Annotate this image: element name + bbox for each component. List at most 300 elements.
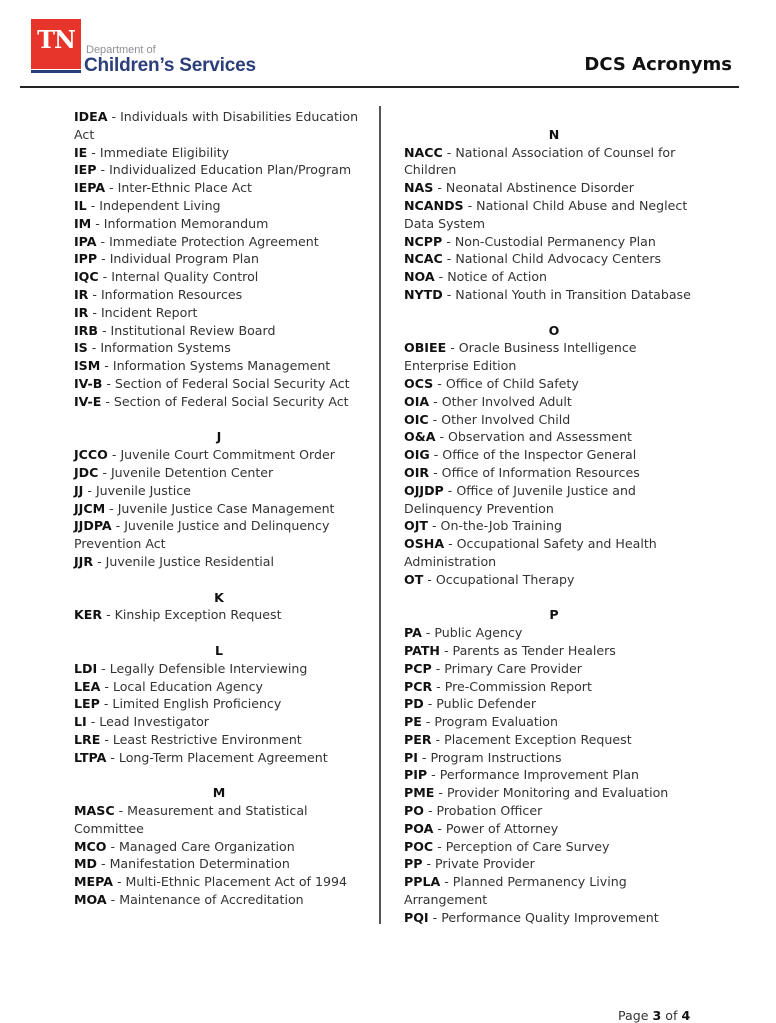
acronym: JJ	[74, 482, 84, 498]
acronym-entry	[74, 482, 364, 500]
separator: -	[98, 464, 111, 480]
acronym-entry	[404, 749, 704, 767]
letter-heading: K	[214, 589, 224, 605]
separator: -	[442, 286, 456, 302]
definition: Juvenile Court Commitment Order	[120, 447, 335, 463]
separator: -	[433, 375, 446, 391]
acronym-entry	[74, 161, 364, 179]
logo-underline	[31, 70, 81, 73]
column-divider	[379, 106, 381, 924]
logo-agency-name: Children’s Services	[84, 55, 256, 76]
acronym-entry	[74, 357, 364, 375]
definition: Internal Quality Control	[111, 269, 259, 285]
acronym: OCS	[404, 375, 434, 391]
definition: Pre-Commission Report	[444, 678, 592, 694]
acronym: IE	[74, 144, 88, 160]
acronym-entry	[74, 446, 364, 464]
acronym: JJR	[74, 553, 94, 569]
acronym: PI	[404, 749, 418, 765]
separator: -	[97, 322, 111, 338]
definition: Information Systems	[100, 340, 231, 356]
definition: Immediate Eligibility	[99, 144, 230, 160]
definition: National Youth in Transition Database	[455, 286, 691, 302]
acronym-entry	[404, 428, 704, 446]
separator: -	[423, 571, 436, 587]
acronym: OIC	[404, 411, 429, 427]
acronym: PPLA	[404, 874, 441, 890]
acronym-entry	[404, 446, 704, 464]
right-column	[404, 108, 704, 927]
separator: -	[429, 464, 442, 480]
acronym: PA	[404, 625, 422, 641]
acronym-entry	[404, 731, 704, 749]
acronym: PP	[404, 856, 423, 872]
letter-section	[74, 428, 364, 570]
page-word: Page	[618, 1008, 649, 1023]
acronym-entry	[74, 838, 364, 856]
separator: -	[434, 785, 447, 801]
acronym: ISM	[74, 358, 101, 374]
definition: Information Systems Management	[112, 358, 331, 374]
acronym-entry	[74, 713, 364, 731]
definition: Institutional Review Board	[110, 322, 276, 338]
acronym-entry	[74, 215, 364, 233]
acronym: JJCM	[74, 500, 106, 516]
separator: -	[463, 197, 477, 213]
separator: -	[97, 660, 110, 676]
acronym-entry	[404, 144, 704, 180]
acronym: JCCO	[74, 447, 108, 463]
document-title: DCS Acronyms	[584, 54, 732, 75]
definition: Public Defender	[436, 696, 537, 712]
letter-section	[404, 606, 704, 926]
acronym: PER	[404, 731, 432, 747]
acronym-entry	[74, 695, 364, 713]
definition: Performance Improvement Plan	[439, 767, 640, 783]
separator: -	[105, 180, 118, 196]
letter-heading: O	[548, 322, 560, 338]
letter-heading: L	[214, 642, 224, 658]
separator: -	[429, 393, 442, 409]
acronym-entry	[404, 713, 704, 731]
total-pages: 4	[681, 1008, 691, 1023]
acronym: IPP	[74, 251, 98, 267]
separator: -	[111, 518, 125, 534]
definition: National Child Abuse and Neglect Data System	[404, 197, 688, 231]
acronym: IS	[74, 340, 88, 356]
acronym-entry	[74, 375, 364, 393]
separator: -	[112, 874, 126, 890]
separator: -	[93, 553, 106, 569]
acronym-entry	[74, 250, 364, 268]
definition: Kinship Exception Request	[114, 607, 282, 623]
separator: -	[444, 536, 457, 552]
definition: Local Education Agency	[112, 678, 263, 694]
acronym: LRE	[74, 731, 101, 747]
acronym-entry	[404, 660, 704, 678]
definition: Notice of Action	[447, 269, 548, 285]
definition: Neonatal Abstinence Disorder	[445, 180, 634, 196]
separator: -	[107, 109, 121, 124]
acronym-entry	[404, 179, 704, 197]
acronym-entry	[74, 286, 364, 304]
definition: Information Memorandum	[103, 215, 269, 231]
definition: Occupational Therapy	[435, 571, 575, 587]
separator: -	[440, 874, 453, 890]
separator: -	[427, 767, 440, 783]
definition: Individuals with Disabilities Education Act	[74, 109, 359, 142]
definition: Juvenile Justice Case Management	[117, 500, 335, 516]
definition: Other Involved Adult	[441, 393, 572, 409]
acronym-entry	[74, 339, 364, 357]
acronym-entry	[404, 464, 704, 482]
definition: Juvenile Justice and Delinquency Prevention Act	[74, 518, 330, 552]
acronym: IPA	[74, 233, 97, 249]
acronym: PQI	[404, 909, 429, 925]
separator: -	[423, 803, 437, 819]
definition: Primary Care Provider	[444, 660, 582, 676]
acronym-entry	[404, 802, 704, 820]
definition: Independent Living	[99, 197, 221, 213]
letter-heading: N	[548, 126, 560, 142]
acronym: IEPA	[74, 180, 106, 196]
separator: -	[429, 447, 443, 463]
acronym: OT	[404, 571, 424, 587]
letter-section	[404, 126, 704, 304]
acronym: NCAC	[404, 251, 443, 267]
acronym: IDEA	[74, 109, 108, 124]
separator: -	[106, 749, 119, 765]
definition: Section of Federal Social Security Act	[114, 375, 350, 391]
separator: -	[106, 892, 120, 908]
definition: Non-Custodial Permanency Plan	[454, 233, 656, 249]
header-divider	[20, 86, 739, 88]
letter-section	[74, 108, 364, 411]
separator: -	[83, 482, 96, 498]
separator: -	[439, 642, 453, 658]
acronym-entry	[404, 784, 704, 802]
definition: Performance Quality Improvement	[441, 909, 659, 925]
acronym-entry	[404, 197, 704, 233]
acronym: OJT	[404, 518, 428, 534]
definition: Individualized Education Plan/Program	[109, 162, 352, 178]
acronym-entry	[74, 802, 364, 838]
acronym: LEP	[74, 696, 100, 712]
separator: -	[431, 660, 445, 676]
acronym: OBIEE	[404, 340, 447, 356]
letter-section	[74, 589, 364, 625]
definition: Office of Child Safety	[445, 375, 579, 391]
separator: -	[428, 411, 442, 427]
acronym: IL	[74, 197, 87, 213]
acronym-entry	[404, 695, 704, 713]
acronym-entry	[74, 144, 364, 162]
definition: Incident Report	[100, 304, 198, 320]
separator: -	[87, 340, 101, 356]
separator: -	[417, 749, 431, 765]
separator: -	[105, 500, 118, 516]
separator: -	[107, 447, 121, 463]
separator: -	[86, 197, 100, 213]
acronym: LEA	[74, 678, 101, 694]
separator: -	[443, 482, 457, 498]
acronym-entry	[404, 233, 704, 251]
separator: -	[100, 678, 113, 694]
letter-section	[404, 322, 704, 589]
definition: Oracle Business Intelligence Enterprise Edition	[404, 340, 637, 374]
acronym-entry	[74, 891, 364, 909]
definition: Planned Permanency Living Arrangement	[404, 874, 627, 908]
acronym-entry	[74, 553, 364, 571]
separator: -	[421, 714, 435, 730]
definition: Information Resources	[100, 286, 243, 302]
definition: Managed Care Organization	[119, 838, 295, 854]
definition: Juvenile Justice	[95, 482, 191, 498]
definition: Immediate Protection Agreement	[109, 233, 319, 249]
definition: Individual Program Plan	[109, 251, 259, 267]
tn-logo-mark	[31, 19, 81, 69]
separator: -	[442, 233, 455, 249]
definition: Measurement and Statistical Committee	[74, 803, 308, 836]
definition: Legally Defensible Interviewing	[109, 660, 308, 676]
acronym: NOA	[404, 269, 435, 285]
separator: -	[421, 625, 435, 641]
definition: On-the-Job Training	[440, 518, 563, 534]
definition: Program Evaluation	[434, 714, 558, 730]
definition: Juvenile Detention Center	[110, 464, 274, 480]
separator: -	[86, 714, 100, 730]
acronym: OIG	[404, 447, 430, 463]
acronym-entry	[404, 517, 704, 535]
acronym-entry	[404, 873, 704, 909]
separator: -	[102, 607, 115, 623]
definition: Observation and Assessment	[448, 429, 632, 445]
acronym: PIP	[404, 767, 428, 783]
separator: -	[97, 856, 110, 872]
acronym: IV-E	[74, 393, 102, 409]
definition: Inter-Ethnic Place Act	[117, 180, 252, 196]
acronym: IM	[74, 215, 92, 231]
acronym: OJJDP	[404, 482, 444, 498]
acronym-entry	[404, 339, 704, 375]
definition: Program Instructions	[430, 749, 562, 765]
acronym: IR	[74, 304, 89, 320]
of-word: of	[665, 1008, 678, 1023]
definition: Office of the Inspector General	[442, 447, 637, 463]
letter-heading: P	[549, 607, 559, 623]
acronym: LTPA	[74, 749, 107, 765]
acronym: MEPA	[74, 874, 113, 890]
separator: -	[442, 251, 456, 267]
separator: -	[88, 286, 101, 302]
acronym-entry	[74, 749, 364, 767]
separator: -	[87, 144, 100, 160]
separator: -	[422, 856, 436, 872]
acronym: NYTD	[404, 286, 443, 302]
acronym-entry	[74, 660, 364, 678]
acronym: IV-B	[74, 375, 103, 391]
separator: -	[91, 215, 104, 231]
acronym-entry	[404, 375, 704, 393]
separator: -	[423, 696, 437, 712]
letter-heading: J	[216, 429, 222, 445]
separator: -	[101, 393, 114, 409]
letter-section	[74, 642, 364, 767]
acronym-entry	[74, 393, 364, 411]
acronym-entry	[74, 873, 364, 891]
acronym: JDC	[74, 464, 99, 480]
acronym: NCANDS	[404, 197, 464, 213]
acronym: POA	[404, 820, 434, 836]
separator: -	[446, 340, 459, 356]
acronym: KER	[74, 607, 103, 623]
left-column	[74, 108, 364, 909]
separator: -	[88, 304, 101, 320]
separator: -	[99, 696, 113, 712]
acronym-entry	[404, 571, 704, 589]
acronym: IEP	[74, 162, 97, 178]
dcs-logo	[31, 19, 261, 79]
separator: -	[435, 429, 448, 445]
separator: -	[433, 820, 446, 836]
acronym-entry	[404, 393, 704, 411]
letter-section	[74, 784, 364, 909]
definition: Private Provider	[435, 856, 535, 872]
separator: -	[98, 269, 112, 285]
acronym: PE	[404, 714, 422, 730]
separator: -	[96, 162, 110, 178]
definition: Juvenile Justice Residential	[105, 553, 275, 569]
separator: -	[427, 518, 441, 534]
definition: Parents as Tender Healers	[452, 642, 616, 658]
definition: Power of Attorney	[445, 820, 559, 836]
acronym: PME	[404, 785, 435, 801]
acronym: LDI	[74, 660, 98, 676]
definition: National Association of Counsel for Children	[404, 144, 676, 178]
separator: -	[96, 233, 110, 249]
acronym: NCPP	[404, 233, 443, 249]
acronym: NACC	[404, 144, 443, 160]
acronym-entry	[404, 642, 704, 660]
definition: Section of Federal Social Security Act	[113, 393, 349, 409]
definition: Manifestation Determination	[109, 856, 290, 872]
definition: Office of Information Resources	[441, 464, 640, 480]
definition: Provider Monitoring and Evaluation	[446, 785, 669, 801]
acronym: PD	[404, 696, 424, 712]
definition: Public Agency	[434, 625, 523, 641]
acronym: IQC	[74, 269, 99, 285]
separator: -	[106, 838, 120, 854]
logo-department-text: Department of	[86, 44, 156, 56]
acronym: PCR	[404, 678, 433, 694]
definition: Occupational Safety and Health Administration	[404, 536, 657, 569]
acronym-entry	[404, 909, 704, 927]
definition: Multi-Ethnic Placement Act of 1994	[125, 874, 348, 890]
acronym: POC	[404, 838, 434, 854]
separator: -	[433, 838, 446, 854]
acronym-entry	[404, 766, 704, 784]
acronym: IRB	[74, 322, 98, 338]
acronym: LI	[74, 714, 87, 730]
definition: Probation Officer	[436, 803, 543, 819]
acronym: O&A	[404, 429, 436, 445]
separator: -	[433, 180, 446, 196]
separator: -	[432, 678, 445, 694]
acronym-entry	[74, 304, 364, 322]
acronym-entry	[74, 606, 364, 624]
letter-heading: M	[212, 785, 226, 801]
acronym-entry	[404, 250, 704, 268]
tn-logo-text: TN	[37, 25, 75, 54]
definition: Other Involved Child	[441, 411, 571, 427]
acronym-entry	[74, 731, 364, 749]
separator: -	[428, 909, 442, 925]
acronym-entry	[404, 482, 704, 518]
separator: -	[114, 803, 128, 819]
separator: -	[431, 731, 445, 747]
definition: Limited English Proficiency	[112, 696, 282, 712]
acronym: MCO	[74, 838, 107, 854]
definition: National Child Advocacy Centers	[455, 251, 662, 267]
acronym-entry	[74, 179, 364, 197]
acronym: OIR	[404, 464, 430, 480]
acronym-entry	[404, 286, 704, 304]
acronym: IR	[74, 286, 89, 302]
acronym-entry	[404, 678, 704, 696]
page-number	[618, 1008, 690, 1023]
acronym-entry	[404, 820, 704, 838]
separator: -	[97, 251, 110, 267]
separator: -	[442, 144, 456, 160]
acronym-entry	[74, 500, 364, 518]
acronym-entry	[74, 108, 364, 144]
current-page: 3	[652, 1008, 662, 1023]
definition: Maintenance of Accreditation	[119, 892, 304, 908]
separator: -	[100, 358, 113, 374]
acronym-entry	[74, 197, 364, 215]
acronym: JJDPA	[74, 518, 112, 534]
definition: Perception of Care Survey	[445, 838, 610, 854]
acronym-entry	[74, 464, 364, 482]
acronym-entry	[74, 855, 364, 873]
acronym: PO	[404, 803, 424, 819]
definition: Placement Exception Request	[444, 731, 632, 747]
acronym-entry	[74, 233, 364, 251]
acronym-entry	[74, 517, 364, 553]
acronym: OIA	[404, 393, 430, 409]
acronym-entry	[404, 535, 704, 571]
acronym: OSHA	[404, 536, 445, 552]
definition: Least Restrictive Environment	[112, 731, 302, 747]
acronym: PCP	[404, 660, 432, 676]
acronym-entry	[404, 624, 704, 642]
definition: Lead Investigator	[99, 714, 209, 730]
acronym-entry	[74, 678, 364, 696]
acronym-entry	[74, 268, 364, 286]
acronym: MOA	[74, 892, 107, 908]
acronym-entry	[404, 855, 704, 873]
acronym-entry	[74, 322, 364, 340]
definition: Office of Juvenile Justice and Delinquency Prevention	[404, 482, 636, 516]
acronym: MASC	[74, 803, 115, 819]
acronym: PATH	[404, 642, 440, 658]
acronym: MD	[74, 856, 97, 872]
separator: -	[100, 731, 113, 747]
separator: -	[102, 375, 115, 391]
acronym-entry	[404, 838, 704, 856]
separator: -	[434, 269, 448, 285]
acronym-entry	[404, 411, 704, 429]
